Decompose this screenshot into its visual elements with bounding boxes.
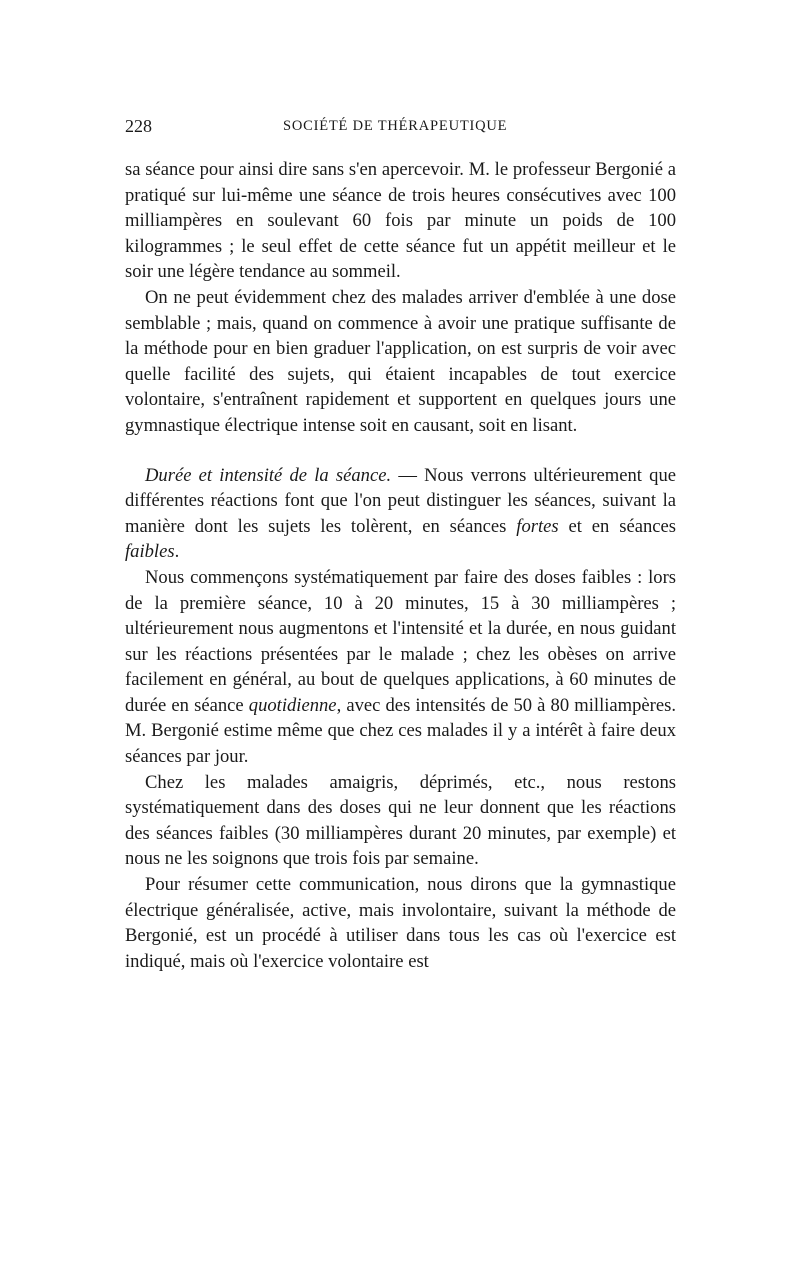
page-number: 228 — [125, 116, 152, 136]
paragraph-dose-practice: On ne peut évidemment chez des malades arriver d'emblée à une dose semblable ; mais, quand on commence à avoir une pratique suffisante de la méthode pour en bien graduer l'application, on est surpris de voir avec quelle facilité des sujets, qui étaient incapables de tout exercice volontaire, s'entraînent rapidement et supportent en quelques jours une gymnastique électrique intense soit en causant, soit en lisant. — [125, 286, 676, 436]
page-header — [125, 116, 676, 140]
paragraph-continuation: sa séance pour ainsi dire sans s'en apercevoir. M. le professeur Bergonié a pratiqué sur lui-même une séance de trois heures consécutives avec 100 milliampères en soulevant 60 fois par minute un poids de 100 kilogrammes ; le seul effet de cette séance fut un appétit meilleur et le soir une légère tendance au sommeil. — [125, 159, 676, 283]
paragraph-text: et en séances — [558, 515, 676, 537]
section-heading: Durée et intensité de la séance. — [145, 464, 392, 486]
paragraph-summary: Pour résumer cette communication, nous dirons que la gymnastique électrique généralisée, active, mais involontaire, suivant la méthode de Bergonié, est un procédé à utiliser dans tous les cas où l'exercice est indiqué, mais où l'exercice volontaire est — [125, 874, 676, 972]
em-dash: — — [391, 464, 425, 486]
running-title: SOCIÉTÉ DE THÉRAPEUTIQUE — [283, 118, 508, 134]
paragraph-end: . — [174, 541, 180, 563]
paragraph-text: , avec des intensités de 50 à 80 milliampères. M. Bergonié estime même que chez ces malades il y a intérêt à faire deux séances par jour. — [125, 694, 676, 768]
italic-word-quotidienne: quotidienne — [248, 694, 337, 716]
paragraph-weak-doses — [125, 565, 676, 770]
italic-word-faibles: faibles — [125, 541, 175, 563]
paragraph-text: Nous commençons systématiquement par faire des doses faibles : lors de la première séance, 10 à 20 minutes, 15 à 30 milliampères ; ultérieurement nous augmentons et l'intensité et la durée, en nous guidant sur les réactions présentées par le malade ; chez les obèses on arrive facilement en général, au bout de quelques applications, à 60 minutes de durée en séance — [125, 566, 676, 716]
paragraph-duration-intensity — [125, 463, 676, 565]
paragraph-thin-patients: Chez les malades amaigris, déprimés, etc., nous restons systématiquement dans des doses qui ne leur donnent que les réactions des séances faibles (30 milliampères durant 20 minutes, par exemple) et nous ne les soignons que trois fois par semaine. — [125, 771, 676, 870]
body-text — [125, 157, 676, 974]
italic-word-fortes: fortes — [516, 515, 559, 537]
paragraph-text: Nous verrons ultérieurement que différentes réactions font que l'on peut distinguer les séances, suivant la manière dont les sujets les tolèrent, en séances — [125, 464, 676, 537]
